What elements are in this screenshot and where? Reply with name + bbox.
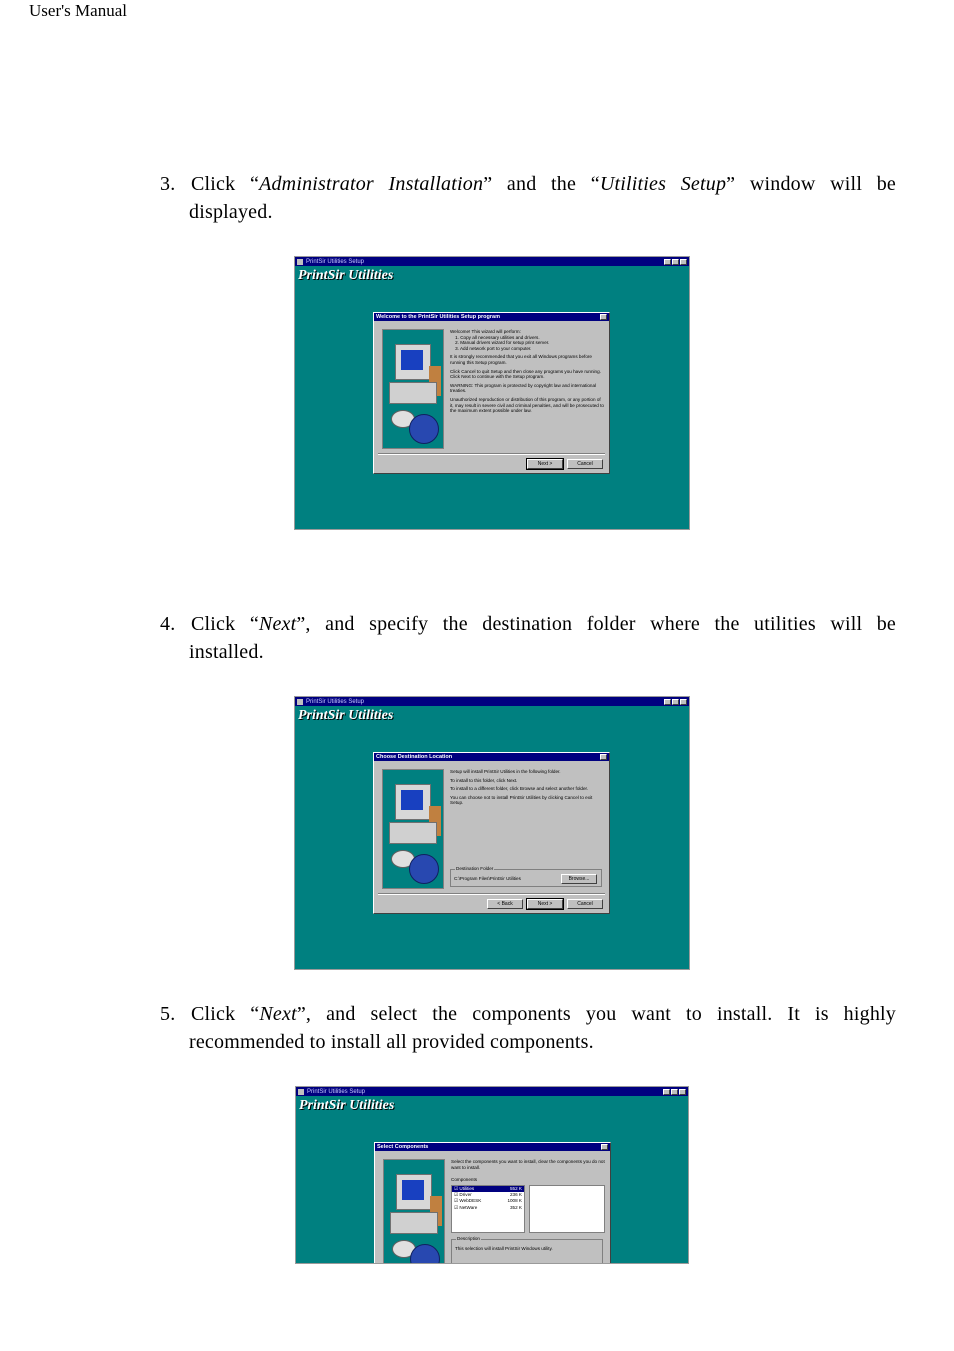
brand-title: PrintSir Utilities	[298, 268, 394, 283]
app-icon	[297, 699, 303, 705]
brand-title: PrintSir Utilities	[298, 708, 394, 723]
component-size: 1008 K	[507, 1198, 522, 1204]
component-size: 552 K	[509, 1186, 522, 1191]
dialog-line: 2. Manual drivers wizard for setup print server.	[455, 340, 550, 346]
globe-icon	[410, 1244, 440, 1264]
cancel-button[interactable]: Cancel	[567, 459, 603, 469]
app-icon	[297, 259, 303, 265]
monitor-icon	[395, 784, 431, 820]
app-icon	[298, 1089, 304, 1095]
step-emphasis: Administrator Installation	[259, 173, 484, 195]
component-detail-box	[529, 1185, 605, 1233]
components-dialog	[374, 1142, 611, 1264]
next-button[interactable]: Next >	[527, 459, 563, 469]
browse-button[interactable]: Browse...	[561, 874, 597, 884]
dialog-title: Welcome to the PrintSir Utilities Setup program	[376, 314, 500, 320]
computer-icon	[390, 1212, 438, 1234]
dialog-line: WARNING: This program is protected by copyright law and international treaties.	[450, 382, 597, 394]
component-size: 352 K	[509, 1204, 522, 1210]
step-text: Click “	[191, 173, 260, 195]
dialog-title: Choose Destination Location	[376, 754, 453, 760]
monitor-icon	[396, 1174, 432, 1210]
setup-illustration	[382, 769, 444, 889]
window-titlebar	[295, 257, 689, 266]
components-label: Components	[451, 1177, 478, 1182]
step-emphasis: Utilities Setup	[599, 173, 727, 195]
step-5	[160, 1000, 896, 1056]
setup-screenshot-welcome	[294, 256, 690, 530]
window-title: PrintSir Utilities Setup	[307, 1088, 366, 1095]
component-name: NetWare	[459, 1204, 478, 1210]
computer-icon	[389, 382, 437, 404]
monitor-icon	[395, 344, 431, 380]
step-continuation: recommended to install all provided components.	[189, 1031, 594, 1053]
dialog-line: It is strongly recommended that you exit all Windows programs before running this Setup program.	[450, 354, 592, 365]
close-icon[interactable]	[680, 259, 687, 265]
minimize-icon[interactable]	[664, 699, 671, 705]
globe-icon	[409, 414, 439, 444]
close-icon[interactable]	[679, 1089, 686, 1095]
component-size: 236 K	[509, 1192, 522, 1198]
dialog-line: You can choose not to install PrintSir Utilities by clicking Cancel to exit Setup.	[450, 794, 593, 806]
window-titlebar	[296, 1087, 688, 1096]
component-row[interactable]: ☑ Utilities 552 K	[454, 1186, 522, 1191]
destination-folder-group	[450, 866, 602, 887]
setup-screenshot-destination	[294, 696, 690, 970]
cancel-button[interactable]: Cancel	[567, 899, 603, 909]
minimize-icon[interactable]	[664, 259, 671, 265]
components-list[interactable]	[451, 1185, 525, 1233]
step-3	[160, 170, 896, 226]
step-continuation: displayed.	[189, 201, 273, 223]
dialog-line: Welcome! This wizard will perform:	[450, 329, 521, 334]
description-text: This selection will install PrintSir Windows utility.	[455, 1246, 553, 1251]
component-name: Utilities	[459, 1186, 475, 1191]
dialog-line: Setup will install PrintSir Utilities in the following folder.	[450, 769, 561, 774]
step-emphasis: Next	[259, 1003, 297, 1025]
step-4	[160, 610, 896, 666]
component-name: WebDESK	[459, 1198, 482, 1204]
description-group	[451, 1236, 603, 1264]
page-header: User's Manual	[29, 1, 127, 20]
step-text: Click “	[191, 1003, 260, 1025]
step-text: ”, and specify the destination folder where the utilities will be	[296, 613, 896, 635]
window-titlebar	[295, 697, 689, 706]
next-button[interactable]: Next >	[527, 899, 563, 909]
destination-dialog	[373, 752, 610, 914]
component-name: Driver	[459, 1192, 472, 1198]
step-text: ” window will be	[726, 173, 897, 195]
setup-illustration	[383, 1159, 445, 1264]
close-icon[interactable]	[601, 1144, 608, 1150]
step-number: 5.	[160, 1003, 176, 1025]
welcome-text	[450, 329, 604, 417]
step-text: Click “	[191, 613, 259, 635]
close-icon[interactable]	[600, 754, 607, 760]
dialog-line: 1. Copy all necessary utilities and drivers.	[455, 334, 540, 340]
close-icon[interactable]	[600, 314, 607, 320]
maximize-icon[interactable]	[672, 699, 679, 705]
dialog-line: To install to this folder, click Next.	[450, 777, 518, 783]
back-button[interactable]: < Back	[487, 899, 523, 909]
setup-illustration	[382, 329, 444, 449]
computer-icon	[389, 822, 437, 844]
destination-folder-path: C:\Program Files\PrintSir Utilities	[454, 876, 521, 881]
destination-folder-label: Destination Folder	[456, 866, 494, 871]
destination-text	[450, 769, 604, 809]
welcome-dialog	[373, 312, 610, 474]
brand-title: PrintSir Utilities	[299, 1098, 395, 1113]
description-label: Description	[457, 1236, 480, 1241]
globe-icon	[409, 854, 439, 884]
dialog-line: Click Cancel to quit Setup and then close any programs you have running. Click Next to continue with the Setup program.	[450, 368, 601, 380]
step-text: ” and the “	[483, 173, 600, 195]
component-row[interactable]: ☑ NetWare 352 K	[454, 1204, 522, 1210]
dialog-line: Unauthorized reproduction or distribution of this program, or any portion of it, may result in severe civil and criminal penalties, and will be prosecuted to the maximum extent possible under law.	[450, 396, 604, 414]
step-continuation: installed.	[189, 641, 264, 663]
component-row[interactable]: ☑ Driver 236 K	[454, 1192, 522, 1198]
maximize-icon[interactable]	[672, 259, 679, 265]
step-text: ”, and select the components you want to install. It is highly	[296, 1003, 896, 1025]
minimize-icon[interactable]	[663, 1089, 670, 1095]
dialog-title: Select Components	[377, 1144, 429, 1150]
components-intro: Select the components you want to install, clear the components you do not want to install.	[451, 1159, 605, 1170]
maximize-icon[interactable]	[671, 1089, 678, 1095]
step-number: 3.	[160, 173, 176, 195]
window-title: PrintSir Utilities Setup	[306, 258, 365, 265]
dialog-line: To install to a different folder, click Browse and select another folder.	[450, 786, 589, 792]
step-emphasis: Next	[258, 613, 297, 635]
setup-screenshot-components	[295, 1086, 689, 1264]
step-number: 4.	[160, 613, 176, 635]
dialog-line: 3. Add network port to your computer.	[455, 345, 532, 351]
close-icon[interactable]	[680, 699, 687, 705]
component-row[interactable]: ☑ WebDESK 1008 K	[454, 1198, 522, 1204]
window-title: PrintSir Utilities Setup	[306, 698, 365, 705]
